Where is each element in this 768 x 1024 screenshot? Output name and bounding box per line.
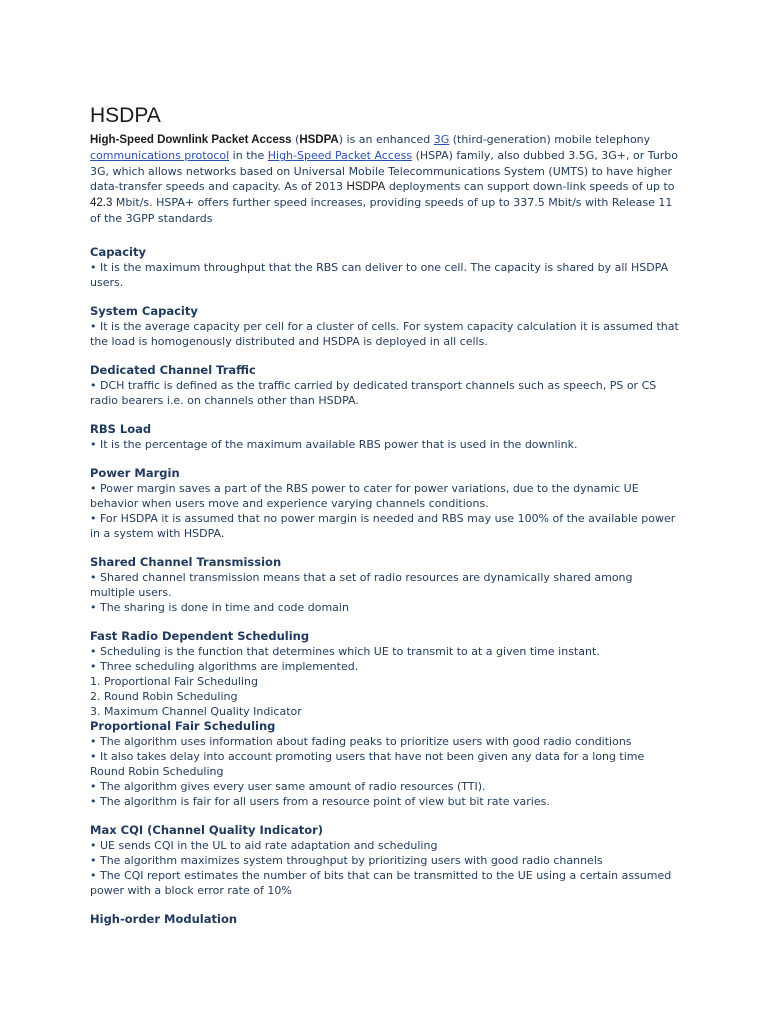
page-title: HSDPA — [90, 104, 161, 127]
list-item: 1. Proportional Fair Scheduling — [90, 674, 258, 688]
section-line: • DCH traffic is defined as the traffic carried by dedicated transport channels such as speech, PS or CS radio bearers i.e. on channels other than HSDPA. — [90, 378, 657, 407]
section-line: • It is the percentage of the maximum available RBS power that is used in the downlink. — [90, 437, 578, 451]
section-line: • The CQI report estimates the number of bits that can be transmitted to the UE using a certain assumed power with a block error rate of 10% — [90, 868, 672, 897]
section-high-order-modulation — [90, 912, 680, 927]
section-heading: Shared Channel Transmission — [90, 554, 282, 569]
section-heading: Fast Radio Dependent Scheduling — [90, 628, 310, 643]
section-shared-channel-transmission — [90, 555, 680, 615]
section-line: • Power margin saves a part of the RBS power to cater for power variations, due to the dynamic UE behavior when users move and experience varying channels conditions. — [90, 481, 639, 510]
section-line: • For HSDPA it is assumed that no power margin is needed and RBS may use 100% of the available power in a system with HSDPA. — [90, 511, 676, 540]
section-line: • It also takes delay into account promoting users that have not been given any data for a long time — [90, 749, 645, 763]
section-line: • Scheduling is the function that determines which UE to transmit to at a given time instant. — [90, 644, 600, 658]
section-line: • Shared channel transmission means that a set of radio resources are dynamically shared among multiple users. — [90, 570, 633, 599]
section-heading: RBS Load — [90, 421, 152, 436]
intro-abbrev: HSDPA — [299, 134, 339, 146]
link-high-speed-packet-access[interactable]: High-Speed Packet Access — [267, 149, 413, 163]
section-fast-radio-dependent-scheduling — [90, 629, 680, 719]
section-line: • UE sends CQI in the UL to aid rate adaptation and scheduling — [90, 838, 438, 852]
section-power-margin — [90, 466, 680, 541]
section-line: • The algorithm gives every user same amount of radio resources (TTI). — [90, 779, 486, 793]
section-heading: Dedicated Channel Traffic — [90, 362, 256, 377]
section-system-capacity — [90, 304, 680, 349]
section-heading: Power Margin — [90, 465, 180, 480]
section-proportional-fair-scheduling — [90, 719, 680, 809]
link-communications-protocol[interactable]: communications protocol — [90, 149, 230, 163]
section-heading: Max CQI (Channel Quality Indicator) — [90, 822, 324, 837]
section-line: • It is the maximum throughput that the RBS can deliver to one cell. The capacity is shared by all HSDPA users. — [90, 260, 669, 289]
section-line: • The algorithm uses information about fading peaks to prioritize users with good radio conditions — [90, 734, 632, 748]
list-item: 3. Maximum Channel Quality Indicator — [90, 704, 302, 718]
section-line: • The algorithm is fair for all users from a resource point of view but bit rate varies. — [90, 794, 550, 808]
section-heading: Capacity — [90, 244, 146, 259]
section-heading: Proportional Fair Scheduling — [90, 718, 276, 733]
intro-paragraph: High-Speed Downlink Packet Access (HSDPA) is an enhanced 3G (third-generation) mobile telephony communications protocol in the High-Speed Packet Access (HSPA) family, also dubbed 3.5G, 3G+, or Turbo 3G, which allows networks based on Universal Mobile Telecommunications System (UMTS) to have higher data-transfer speeds and capacity. As of 2013 HSDPA deployments can support down-link speeds of up to 42.3 Mbit/s. HSPA+ offers further speed increases, providing speeds of up to 337.5 Mbit/s with Release 11 of the 3GPP standards — [90, 133, 679, 226]
section-subheading: Round Robin Scheduling — [90, 764, 224, 778]
link-3g[interactable]: 3G — [433, 133, 450, 146]
section-line: • The algorithm maximizes system throughput by prioritizing users with good radio channels — [90, 853, 603, 867]
section-rbs-load — [90, 422, 680, 452]
section-line: • The sharing is done in time and code domain — [90, 600, 349, 614]
section-heading: System Capacity — [90, 303, 198, 318]
section-dedicated-channel-traffic — [90, 363, 680, 408]
section-line: • Three scheduling algorithms are implemented. — [90, 659, 359, 673]
section-max-cqi — [90, 823, 680, 898]
section-line: • It is the average capacity per cell for a cluster of cells. For system capacity calculation it is assumed that the load is homogenously distributed and HSDPA is deployed in all cells. — [90, 319, 679, 348]
intro-term: High-Speed Downlink Packet Access — [90, 134, 292, 146]
section-heading: High-order Modulation — [90, 911, 238, 926]
section-capacity — [90, 245, 680, 290]
list-item: 2. Round Robin Scheduling — [90, 689, 238, 703]
